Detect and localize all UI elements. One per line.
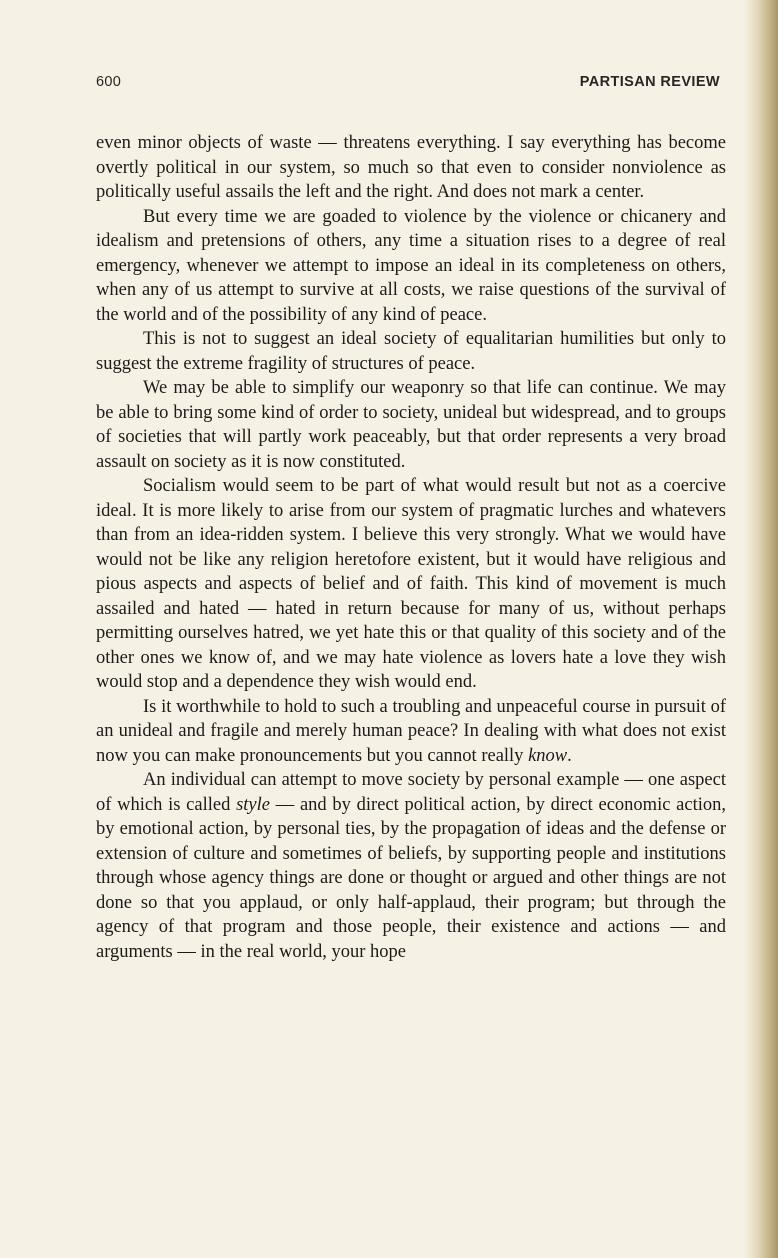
paragraph-4: We may be able to simplify our weaponry so that life can continue. We may be able to bring some kind of order to society, unideal but widespread, and to groups of societies that will partly work peaceably, but that order represents a very broad assault on society as it is now constituted. [96,378,726,472]
page-binding-shadow [744,0,778,1258]
article-body [96,131,726,964]
paragraph-5: Socialism would seem to be part of what would result but not as a coercive ideal. It is more likely to arise from our system of pragmatic lurches and whatevers than from an idea-ridden system. I believe this very strongly. What we would have would not be like any religion heretofore existent, but it would have religious and pious aspects and aspects of belief and of faith. This kind of movement is much assailed and hated — hated in return because for many of us, without perhaps permitting ourselves hatred, we yet hate this or that quality of this society and of the other ones we know of, and we may hate violence as lovers hate a love they wish would stop and a dependence they wish would end. [96,476,726,692]
paragraph-7 [96,768,726,964]
paragraph-1: even minor objects of waste — threatens everything. I say everything has become overtly political in our system, so much so that even to consider nonviolence as politically useful assails the left and the right. And does not mark a center. [96,133,726,202]
running-header [96,74,720,96]
paragraph-6-text: Is it worthwhile to hold to such a troubling and unpeaceful course in pursuit of an unideal and fragile and merely human peace? In dealing with what does not exist now you can make pronouncements but you cannot really [96,696,726,766]
page-number: 600 [96,74,122,90]
paragraph-7-text: An individual can attempt to move society by personal example — one aspect of which is called [96,770,726,815]
paragraph-7-end: — and by direct political action, by direct economic action, by emotional action, by personal ties, by the propagation of ideas and the defense or extension of culture and sometimes of beliefs, by supporting people and institutions through whose agency things are done or thought or argued and other things are not done so that you applaud, or only half-applaud, their program; but through the agency of that program and those people, their existence and actions — and arguments — in the real world, your hope [96,794,726,962]
emphasis-style: style [236,794,270,815]
paragraph-3: This is not to suggest an ideal society of equalitarian humilities but only to suggest the extreme fragility of structures of peace. [96,329,726,374]
paragraph-2: But every time we are goaded to violence by the violence or chicanery and idealism and pretensions of others, any time a situation rises to a degree of real emergency, whenever we attempt to impose an ideal in its completeness on others, when any of us attempt to survive at all costs, we raise questions of the survival of the world and of the possibility of any kind of peace. [96,206,726,325]
paragraph-6-end: . [567,745,572,766]
emphasis-know: know [528,745,568,766]
paragraph-6 [96,695,726,769]
journal-title: PARTISAN REVIEW [579,74,720,90]
